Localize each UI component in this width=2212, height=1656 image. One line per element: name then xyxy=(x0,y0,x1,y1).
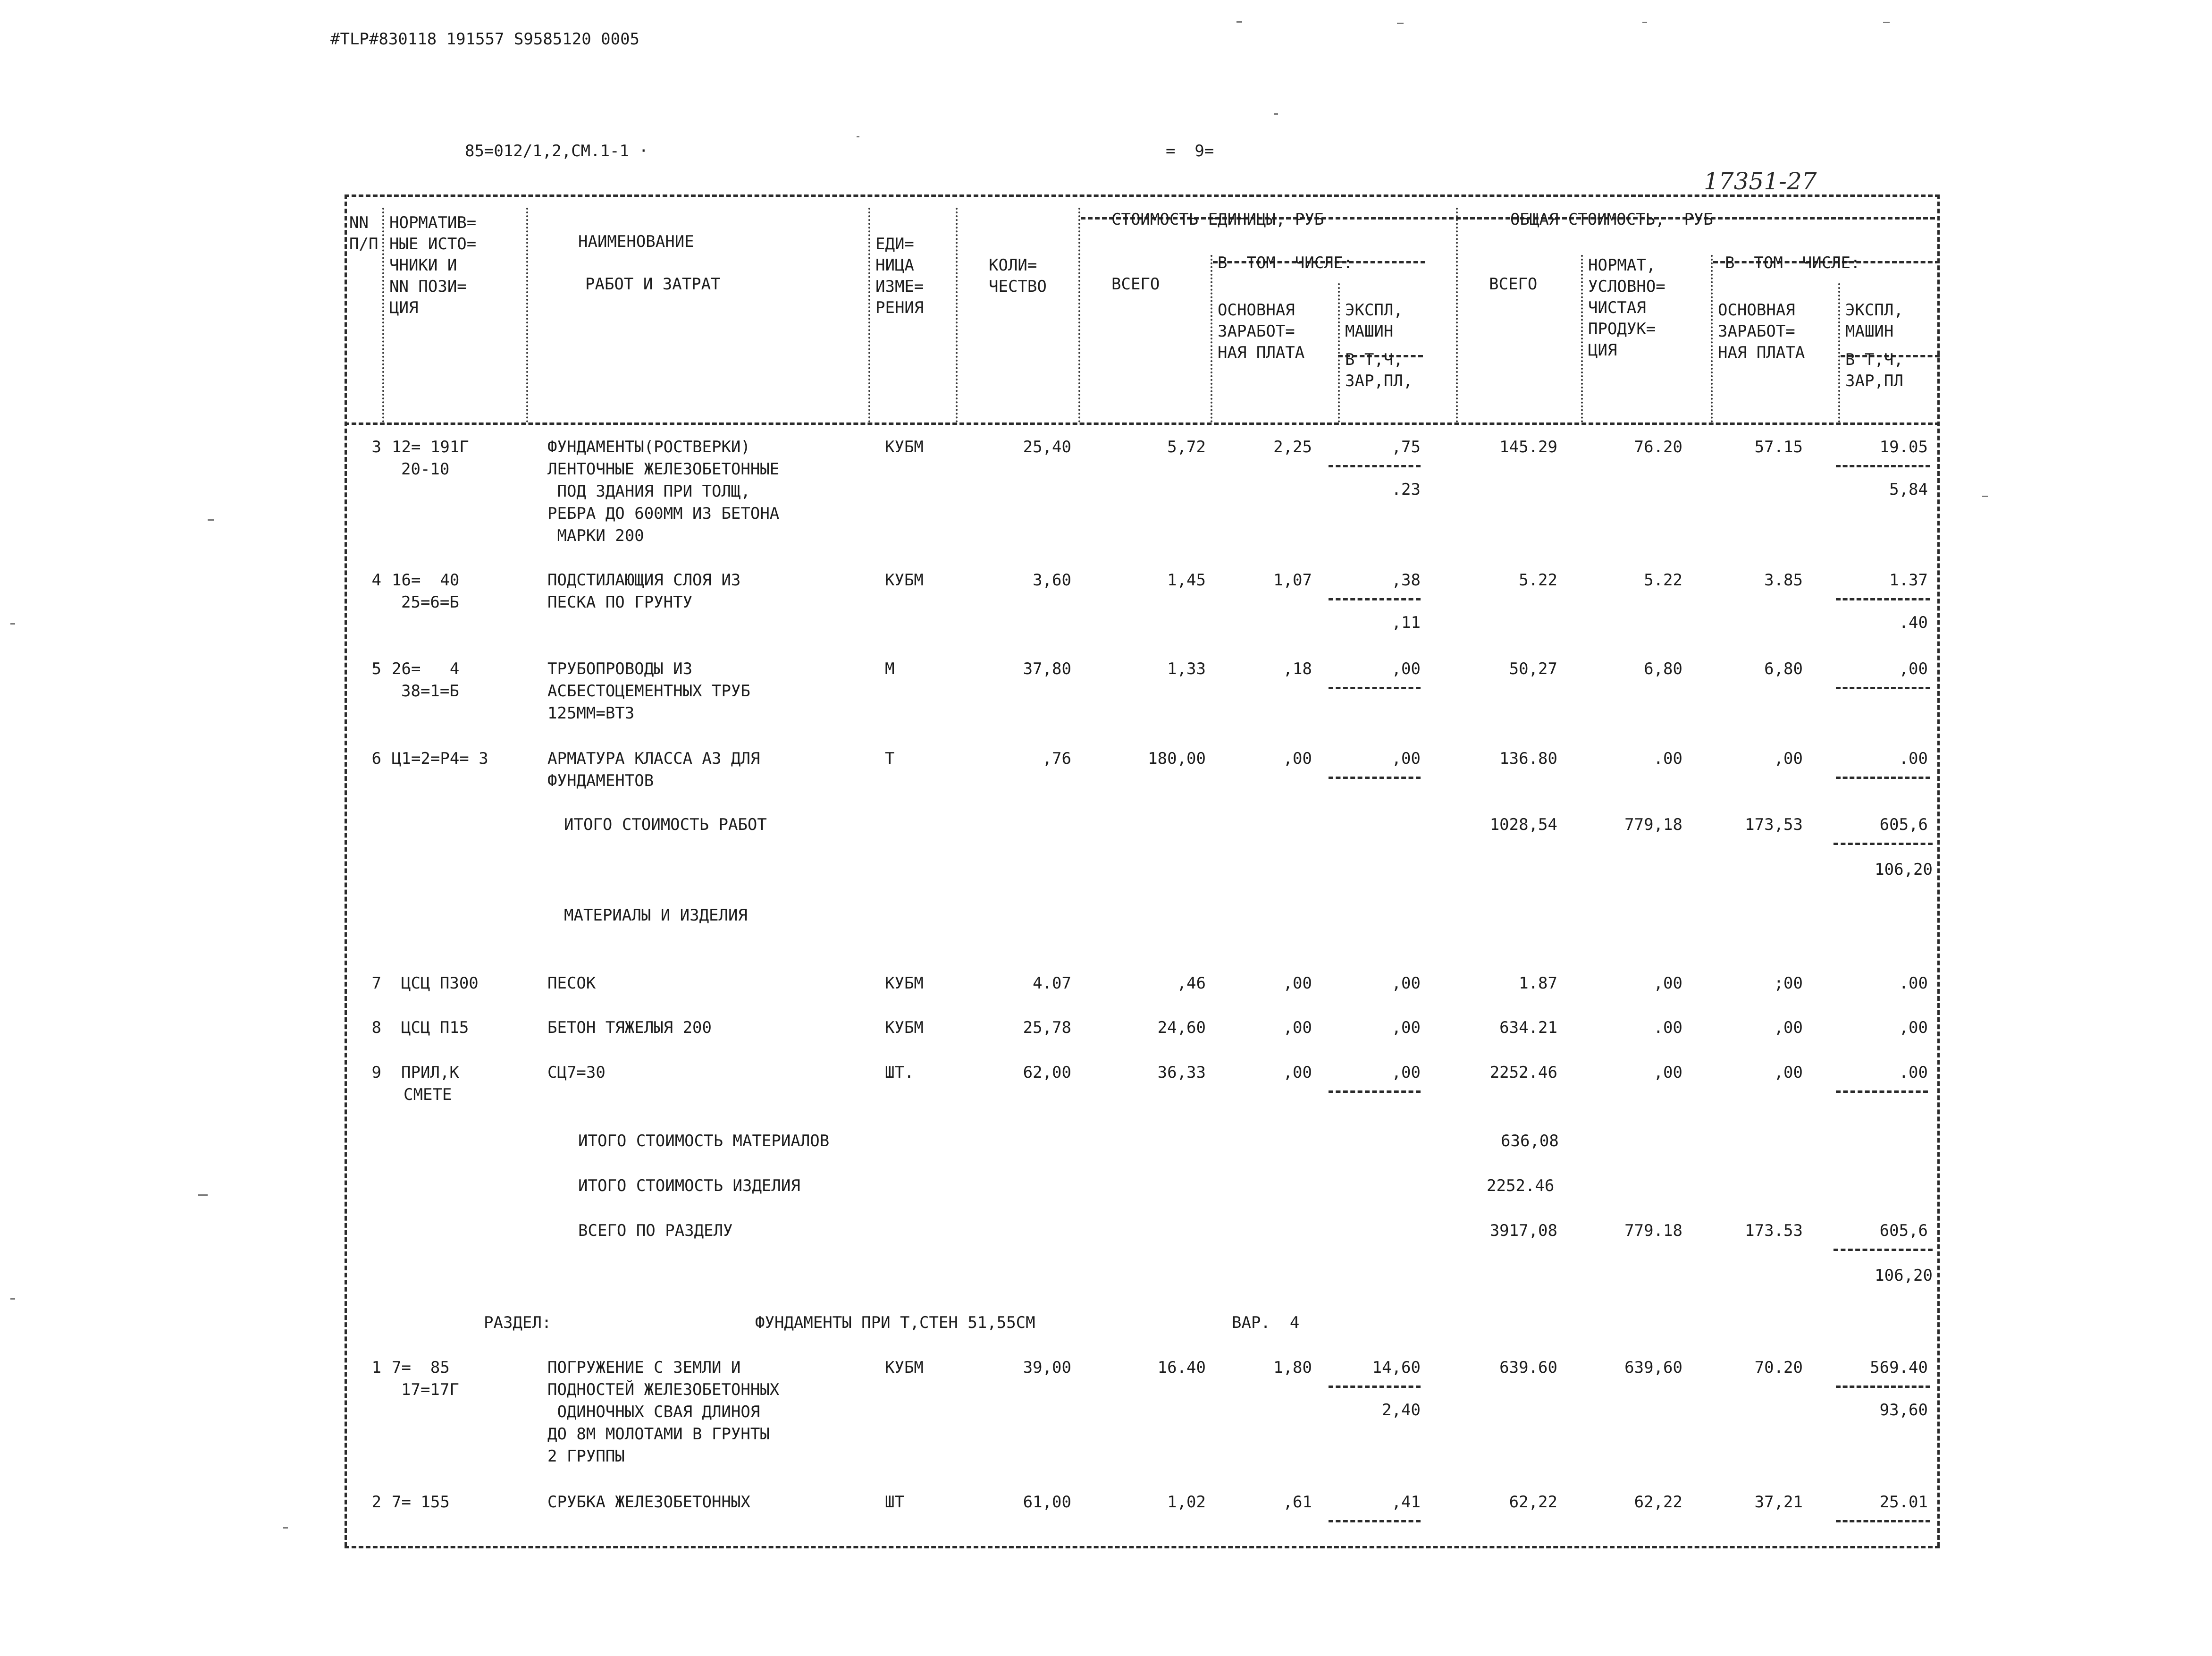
unit-cost-wage: ,00 xyxy=(1283,974,1312,993)
col-divider xyxy=(956,208,958,422)
machines-divider xyxy=(1329,598,1421,600)
row-number: 2 xyxy=(371,1493,381,1512)
unit-cost-wage: ,18 xyxy=(1283,659,1312,678)
work-name: ПЕСКА ПО ГРУНТУ xyxy=(547,593,693,612)
unit-cost-wage: ,00 xyxy=(1283,749,1312,768)
machines-divider xyxy=(1329,465,1421,467)
unit-cost-wage: 1,07 xyxy=(1273,571,1312,590)
col-divider xyxy=(1338,283,1340,422)
total-cost: 5.22 xyxy=(1519,571,1557,590)
machines-divider xyxy=(1329,777,1421,779)
material-name: СЦ7=30 xyxy=(547,1063,606,1082)
col-divider xyxy=(1838,283,1840,422)
header-unit-cost: СТОИМОСТЬ ЕДИНИЦЫ, РУБ xyxy=(1111,210,1324,229)
total-normative: .00 xyxy=(1653,1018,1682,1037)
material-code: ЦСЦ П300 xyxy=(401,974,479,993)
work-name: ПОГРУЖЕНИЕ С ЗЕМЛИ И xyxy=(547,1358,741,1377)
quantity: ,76 xyxy=(1042,749,1071,768)
norm-code: Ц1=2=Р4= 3 xyxy=(392,749,488,768)
header-total-total: ВСЕГО xyxy=(1489,275,1538,294)
total-normative: .00 xyxy=(1653,749,1682,768)
total-cost: 145.29 xyxy=(1499,438,1557,456)
norm-code: 12= 191Г xyxy=(392,438,469,456)
quantity: 39,00 xyxy=(1023,1358,1071,1377)
total-wage: 3.85 xyxy=(1764,571,1803,590)
norm-code: 7= 85 xyxy=(392,1358,450,1377)
total-materials-label: ИТОГО СТОИМОСТЬ МАТЕРИАЛОВ xyxy=(578,1132,830,1150)
row-number: 8 xyxy=(371,1018,381,1037)
machines-divider xyxy=(1836,687,1930,689)
table-top-border xyxy=(345,194,1940,197)
row-number: 5 xyxy=(371,659,381,678)
norm-code: 25=6=Б xyxy=(401,593,459,612)
unit-cost-machines: ,75 xyxy=(1391,438,1421,456)
unit: М xyxy=(885,659,895,678)
unit: КУБМ xyxy=(885,571,924,590)
total-wage: ,00 xyxy=(1774,1018,1803,1037)
unit-cost-wage: ,00 xyxy=(1283,1018,1312,1037)
unit-cost-total: 1,33 xyxy=(1167,659,1206,678)
work-name: МАРКИ 200 xyxy=(547,526,644,545)
machines-divider xyxy=(1329,1520,1421,1522)
unit-cost-machines: 14,60 xyxy=(1372,1358,1421,1377)
header-total-wage: ОСНОВНАЯ ЗАРАБОТ= НАЯ ПЛАТА xyxy=(1718,301,1805,362)
total-section-label: ВСЕГО ПО РАЗДЕЛУ xyxy=(578,1221,733,1240)
unit: Т xyxy=(885,749,895,768)
total-normative: 5.22 xyxy=(1644,571,1682,590)
total-section-total: 3917,08 xyxy=(1489,1221,1557,1240)
total-cost: 639.60 xyxy=(1499,1358,1557,1377)
total-machines: 1.37 xyxy=(1889,571,1928,590)
total-wage: ;00 xyxy=(1774,974,1803,993)
col-divider xyxy=(1211,255,1212,422)
machines-divider xyxy=(1329,1386,1421,1388)
section-variant: ВАР. 4 xyxy=(1232,1313,1300,1332)
work-name: ПОДСТИЛАЮЩИЯ СЛОЯ ИЗ xyxy=(547,571,741,590)
quantity: 37,80 xyxy=(1023,659,1071,678)
row-number: 4 xyxy=(371,571,381,590)
work-name: 125ММ=ВТ3 xyxy=(547,704,635,723)
unit-cost-total: 1,45 xyxy=(1167,571,1206,590)
unit-machines-wage: .23 xyxy=(1391,480,1421,499)
material-name: ПЕСОК xyxy=(547,974,596,993)
unit-cost-machines: ,00 xyxy=(1391,1018,1421,1037)
total-cost: 1.87 xyxy=(1519,974,1557,993)
section-label: РАЗДЕЛ: xyxy=(484,1313,552,1332)
machines-divider xyxy=(1836,465,1930,467)
row-number: 9 xyxy=(371,1063,381,1082)
quantity: 25,40 xyxy=(1023,438,1071,456)
total-normative: 76.20 xyxy=(1634,438,1682,456)
work-name: ФУНДАМЕНТОВ xyxy=(547,771,654,790)
header-total-normative: НОРМАТ, УСЛОВНО= ЧИСТАЯ ПРОДУК= ЦИЯ xyxy=(1588,256,1665,360)
unit-cost-total: 5,72 xyxy=(1167,438,1206,456)
machines-divider xyxy=(1329,687,1421,689)
total-section-wage: 173.53 xyxy=(1745,1221,1803,1240)
unit-cost-wage: 2,25 xyxy=(1273,438,1312,456)
materials-heading: МАТЕРИАЛЫ И ИЗДЕЛИЯ xyxy=(564,906,748,925)
norm-code: 16= 40 xyxy=(392,571,460,590)
work-name: АРМАТУРА КЛАССА А3 ДЛЯ xyxy=(547,749,760,768)
header-total-cost: ОБЩАЯ СТОИМОСТЬ, РУБ xyxy=(1510,210,1713,229)
total-products-label: ИТОГО СТОИМОСТЬ ИЗДЕЛИЯ xyxy=(578,1176,800,1195)
total-section-normative: 779.18 xyxy=(1624,1221,1682,1240)
col-divider xyxy=(526,208,528,422)
work-name: ПОД ЗДАНИЯ ПРИ ТОЛЩ, xyxy=(547,482,750,501)
quantity: 62,00 xyxy=(1023,1063,1071,1082)
total-wage: 57.15 xyxy=(1754,438,1803,456)
work-name: ОДИНОЧНЫХ СВАЯ ДЛИНОЯ xyxy=(547,1403,760,1421)
norm-code: 26= 4 xyxy=(392,659,460,678)
total-cost: 136.80 xyxy=(1499,749,1557,768)
total-machines-wage: 93,60 xyxy=(1879,1401,1928,1419)
total-normative: 639,60 xyxy=(1624,1358,1682,1377)
work-name: 2 ГРУППЫ xyxy=(547,1447,625,1466)
header-row-number: NN П/П xyxy=(349,213,378,253)
section-title: ФУНДАМЕНТЫ ПРИ Т,СТЕН 51,55СМ xyxy=(755,1313,1035,1332)
unit-cost-total: 1,02 xyxy=(1167,1493,1206,1512)
header-unit-wage: ОСНОВНАЯ ЗАРАБОТ= НАЯ ПЛАТА xyxy=(1218,301,1305,362)
header-bottom-border xyxy=(345,422,1940,425)
row-number: 1 xyxy=(371,1358,381,1377)
unit-cost-wage: ,00 xyxy=(1283,1063,1312,1082)
machines-divider xyxy=(1836,1520,1930,1522)
row-number: 7 xyxy=(371,974,381,993)
material-code: ЦСЦ П15 xyxy=(401,1018,469,1037)
total-normative: 62,22 xyxy=(1634,1493,1682,1512)
total-normative: ,00 xyxy=(1653,974,1682,993)
col-divider xyxy=(1581,255,1583,422)
work-name: СРУБКА ЖЕЛЕЗОБЕТОННЫХ xyxy=(547,1493,750,1512)
header-unit-machines: ЭКСПЛ, МАШИН В Т,Ч, ЗАР,ПЛ, xyxy=(1345,301,1413,390)
header-total-incl: В ТОМ ЧИСЛЕ: xyxy=(1725,253,1860,272)
col-divider xyxy=(382,208,384,422)
norm-code: 7= 155 xyxy=(392,1493,450,1512)
total-works-wage: 173,53 xyxy=(1745,815,1803,834)
machines-divider xyxy=(1836,1386,1930,1388)
header-name-line2: РАБОТ И ЗАТРАТ xyxy=(585,275,721,294)
total-normative: ,00 xyxy=(1653,1063,1682,1082)
header-name-line1: НАИМЕНОВАНИЕ xyxy=(578,232,694,251)
total-cost: 2252.46 xyxy=(1489,1063,1557,1082)
table-left-border xyxy=(345,194,347,1547)
quantity: 25,78 xyxy=(1023,1018,1071,1037)
total-works-label: ИТОГО СТОИМОСТЬ РАБОТ xyxy=(564,815,767,834)
total-machines: .00 xyxy=(1899,749,1928,768)
total-machines-wage: .40 xyxy=(1899,613,1928,632)
total-works-total: 1028,54 xyxy=(1489,815,1557,834)
total-wage: 70.20 xyxy=(1754,1358,1803,1377)
col-divider xyxy=(1078,208,1080,422)
unit-machines-wage: ,11 xyxy=(1391,613,1421,632)
unit-cost-machines: ,00 xyxy=(1391,749,1421,768)
quantity: 3,60 xyxy=(1033,571,1071,590)
work-name: ДО 8М МОЛОТАМИ В ГРУНТЫ xyxy=(547,1425,770,1444)
total-cost: 50,27 xyxy=(1509,659,1557,678)
unit-cost-machines: ,41 xyxy=(1391,1493,1421,1512)
total-materials-value: 636,08 xyxy=(1501,1132,1559,1150)
total-section-machines: 605,6 xyxy=(1879,1221,1928,1240)
header-quantity: КОЛИ= ЧЕСТВО xyxy=(989,256,1047,296)
unit-cost-total: 24,60 xyxy=(1157,1018,1206,1037)
header-unit: ЕДИ= НИЦА ИЗМЕ= РЕНИЯ xyxy=(875,235,924,317)
machines-divider xyxy=(1836,598,1930,600)
unit-cost-machines: ,00 xyxy=(1391,974,1421,993)
total-wage: ,00 xyxy=(1774,1063,1803,1082)
unit-cost-total: 16.40 xyxy=(1157,1358,1206,1377)
unit-cost-wage: 1,80 xyxy=(1273,1358,1312,1377)
material-name: БЕТОН ТЯЖЕЛЫЯ 200 xyxy=(547,1018,712,1037)
machines-divider xyxy=(1834,1249,1933,1251)
norm-code: 20-10 xyxy=(401,460,450,479)
total-wage: 6,80 xyxy=(1764,659,1803,678)
table-bottom-border xyxy=(345,1546,1940,1548)
total-machines: 25.01 xyxy=(1879,1493,1928,1512)
total-machines: .00 xyxy=(1899,974,1928,993)
material-code: СМЕТЕ xyxy=(404,1085,452,1104)
unit-cost-total: 180,00 xyxy=(1148,749,1206,768)
unit-cost-machines: ,38 xyxy=(1391,571,1421,590)
header-total-machines: ЭКСПЛ, МАШИН В Т,Ч, ЗАР,ПЛ xyxy=(1845,301,1903,390)
total-machines: 569.40 xyxy=(1870,1358,1928,1377)
total-wage: ,00 xyxy=(1774,749,1803,768)
unit: КУБМ xyxy=(885,1358,924,1377)
total-products-value: 2252.46 xyxy=(1487,1176,1555,1195)
header-unit-incl: В ТОМ ЧИСЛЕ: xyxy=(1218,253,1353,272)
table-right-border xyxy=(1937,194,1940,1547)
total-machines: ,00 xyxy=(1899,659,1928,678)
header-unit-total: ВСЕГО xyxy=(1111,275,1160,294)
total-wage: 37,21 xyxy=(1754,1493,1803,1512)
machines-divider xyxy=(1329,1090,1421,1093)
unit: ШТ xyxy=(885,1493,904,1512)
work-name: ПОДНОСТЕЙ ЖЕЛЕЗОБЕТОННЫХ xyxy=(547,1380,780,1399)
work-name: РЕБРА ДО 600ММ ИЗ БЕТОНА xyxy=(547,504,780,523)
page-number: = 9= xyxy=(1166,142,1214,161)
material-code: ПРИЛ,К xyxy=(401,1063,459,1082)
work-name: ФУНДАМЕНТЫ(РОСТВЕРКИ) xyxy=(547,438,750,456)
document-code: #TLP#830118 191557 S9585120 0005 xyxy=(330,30,640,49)
total-normative: 6,80 xyxy=(1644,659,1682,678)
total-machines: ,00 xyxy=(1899,1018,1928,1037)
work-name: АСБЕСТОЦЕМЕНТНЫХ ТРУБ xyxy=(547,682,750,701)
unit: ШТ. xyxy=(885,1063,914,1082)
unit: КУБМ xyxy=(885,438,924,456)
row-number: 6 xyxy=(371,749,381,768)
total-works-machines: 605,6 xyxy=(1879,815,1928,834)
handwritten-sheet-number: 17351-27 xyxy=(1704,168,1817,195)
norm-code: 38=1=Б xyxy=(401,682,459,701)
total-cost: 62,22 xyxy=(1509,1493,1557,1512)
col-divider xyxy=(868,208,870,422)
total-machines: 19.05 xyxy=(1879,438,1928,456)
work-name: ТРУБОПРОВОДЫ ИЗ xyxy=(547,659,693,678)
unit-cost-total: 36,33 xyxy=(1157,1063,1206,1082)
col-divider xyxy=(1711,255,1713,422)
machines-divider xyxy=(1834,843,1933,845)
unit: КУБМ xyxy=(885,974,924,993)
quantity: 61,00 xyxy=(1023,1493,1071,1512)
unit-cost-wage: ,61 xyxy=(1283,1493,1312,1512)
total-works-machines-wage: 106,20 xyxy=(1875,860,1933,879)
unit-cost-total: ,46 xyxy=(1177,974,1206,993)
unit-cost-machines: ,00 xyxy=(1391,659,1421,678)
machines-divider xyxy=(1836,1090,1928,1093)
unit-cost-machines: ,00 xyxy=(1391,1063,1421,1082)
machines-divider xyxy=(1836,777,1930,779)
total-works-normative: 779,18 xyxy=(1624,815,1682,834)
header-norm-source: НОРМАТИВ= НЫЕ ИСТО= ЧНИКИ И NN ПОЗИ= ЦИЯ xyxy=(389,213,477,317)
total-cost: 634.21 xyxy=(1499,1018,1557,1037)
col-divider xyxy=(1456,208,1458,422)
document-reference: 85=012/1,2,CM.1-1 · xyxy=(465,142,648,161)
quantity: 4.07 xyxy=(1033,974,1071,993)
total-machines-wage: 5,84 xyxy=(1889,480,1928,499)
unit-machines-wage: 2,40 xyxy=(1382,1401,1421,1419)
norm-code: 17=17Г xyxy=(401,1380,459,1399)
total-machines: .00 xyxy=(1899,1063,1928,1082)
row-number: 3 xyxy=(371,438,381,456)
unit: КУБМ xyxy=(885,1018,924,1037)
work-name: ЛЕНТОЧНЫЕ ЖЕЛЕЗОБЕТОННЫЕ xyxy=(547,460,780,479)
total-section-machines-wage: 106,20 xyxy=(1875,1266,1933,1285)
